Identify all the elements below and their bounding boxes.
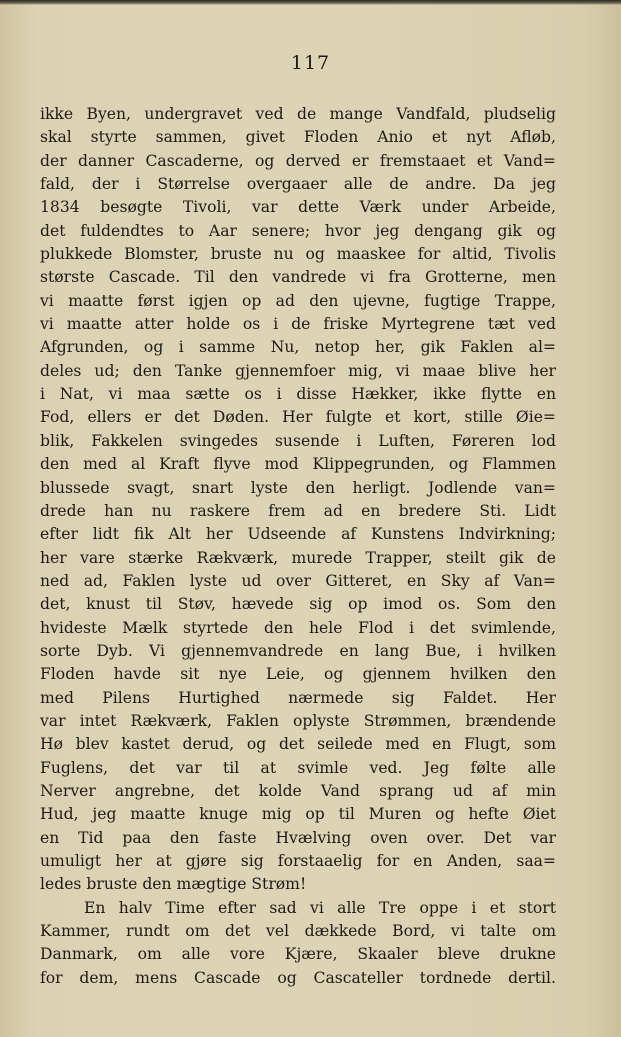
text-line: det, knust til Støv, hævede sig op imod os. Som den	[40, 595, 556, 614]
text-line: efter lidt fik Alt her Udseende af Kunstens Indvirkning;	[40, 525, 556, 544]
text-line: for dem, mens Cascade og Cascateller tordnede dertil.	[40, 968, 556, 987]
text-line-paragraph-end: ledes bruste den mægtige Strøm!	[40, 875, 307, 894]
text-line: den med al Kraft flyve mod Klippegrunden, og Flammen	[40, 455, 556, 474]
text-line: deles ud; den Tanke gjennemfoer mig, vi maae blive her	[40, 361, 556, 380]
text-line: var intet Rækværk, Faklen oplyste Strømmen, brændende	[40, 711, 556, 730]
text-line: drede han nu raskere frem ad en bredere Sti. Lidt	[40, 501, 556, 520]
text-line: Afgrunden, og i samme Nu, netop her, gik Faklen al=	[40, 338, 556, 357]
text-line: Nerver angrebne, det kolde Vand sprang ud af min	[40, 781, 556, 800]
text-line: Fuglens, det var til at svimle ved. Jeg følte alle	[40, 758, 556, 777]
text-line: blik, Fakkelen svingedes susende i Luften, Føreren lod	[40, 431, 556, 450]
text-line: Hud, jeg maatte knuge mig op til Muren og hefte Øiet	[40, 805, 556, 824]
text-line: fald, der i Størrelse overgaaer alle de andre. Da jeg	[40, 175, 556, 194]
text-line: Danmark, om alle vore Kjære, Skaaler bleve drukne	[40, 945, 556, 964]
text-line: der danner Cascaderne, og derved er fremstaaet et Vand=	[40, 151, 556, 170]
text-line: med Pilens Hurtighed nærmede sig Faldet. Her	[40, 688, 556, 707]
text-line: største Cascade. Til den vandrede vi fra Grotterne, men	[40, 268, 556, 287]
text-line: Floden havde sit nye Leie, og gjennem hvilken den	[40, 665, 556, 684]
text-line: det fuldendtes to Aar senere; hvor jeg dengang gik og	[40, 221, 556, 240]
body-text	[40, 103, 556, 990]
text-line: Fod, ellers er det Døden. Her fulgte et kort, stille Øie=	[40, 408, 556, 427]
text-line: Hø blev kastet derud, og det seilede med en Flugt, som	[40, 735, 556, 754]
text-line: skal styrte sammen, givet Floden Anio et nyt Afløb,	[40, 128, 556, 147]
text-line: sorte Dyb. Vi gjennemvandrede en lang Bue, i hvilken	[40, 641, 556, 660]
text-line: Kammer, rundt om det vel dækkede Bord, vi talte om	[40, 922, 556, 941]
page-top-edge	[0, 0, 621, 5]
text-line: 1834 besøgte Tivoli, var dette Værk under Arbeide,	[40, 198, 556, 217]
text-line: her vare stærke Rækværk, murede Trapper, steilt gik de	[40, 548, 556, 567]
text-line: en Tid paa den faste Hvælving oven over. Det var	[40, 828, 556, 847]
text-line: blussede svagt, snart lyste den herligt. Jodlende van=	[40, 478, 556, 497]
text-line: ikke Byen, undergravet ved de mange Vandfald, pludselig	[40, 105, 556, 123]
text-line: vi maatte atter holde os i de friske Myrtegrene tæt ved	[40, 315, 556, 334]
text-line: umuligt her at gjøre sig forstaaelig for en Anden, saa=	[40, 852, 556, 870]
text-line-paragraph-start: En halv Time efter sad vi alle Tre oppe i et stort	[84, 898, 556, 917]
text-line: plukkede Blomster, bruste nu og maaskee for altid, Tivolis	[40, 245, 556, 264]
text-line: vi maatte først igjen op ad den ujevne, fugtige Trappe,	[40, 291, 556, 310]
text-line: ned ad, Faklen lyste ud over Gitteret, en Sky af Van=	[40, 571, 556, 590]
page-number: 117	[290, 52, 331, 74]
text-line: i Nat, vi maa sætte os i disse Hækker, ikke flytte en	[40, 385, 556, 404]
text-line: hvideste Mælk styrtede den hele Flod i det svimlende,	[40, 618, 556, 637]
